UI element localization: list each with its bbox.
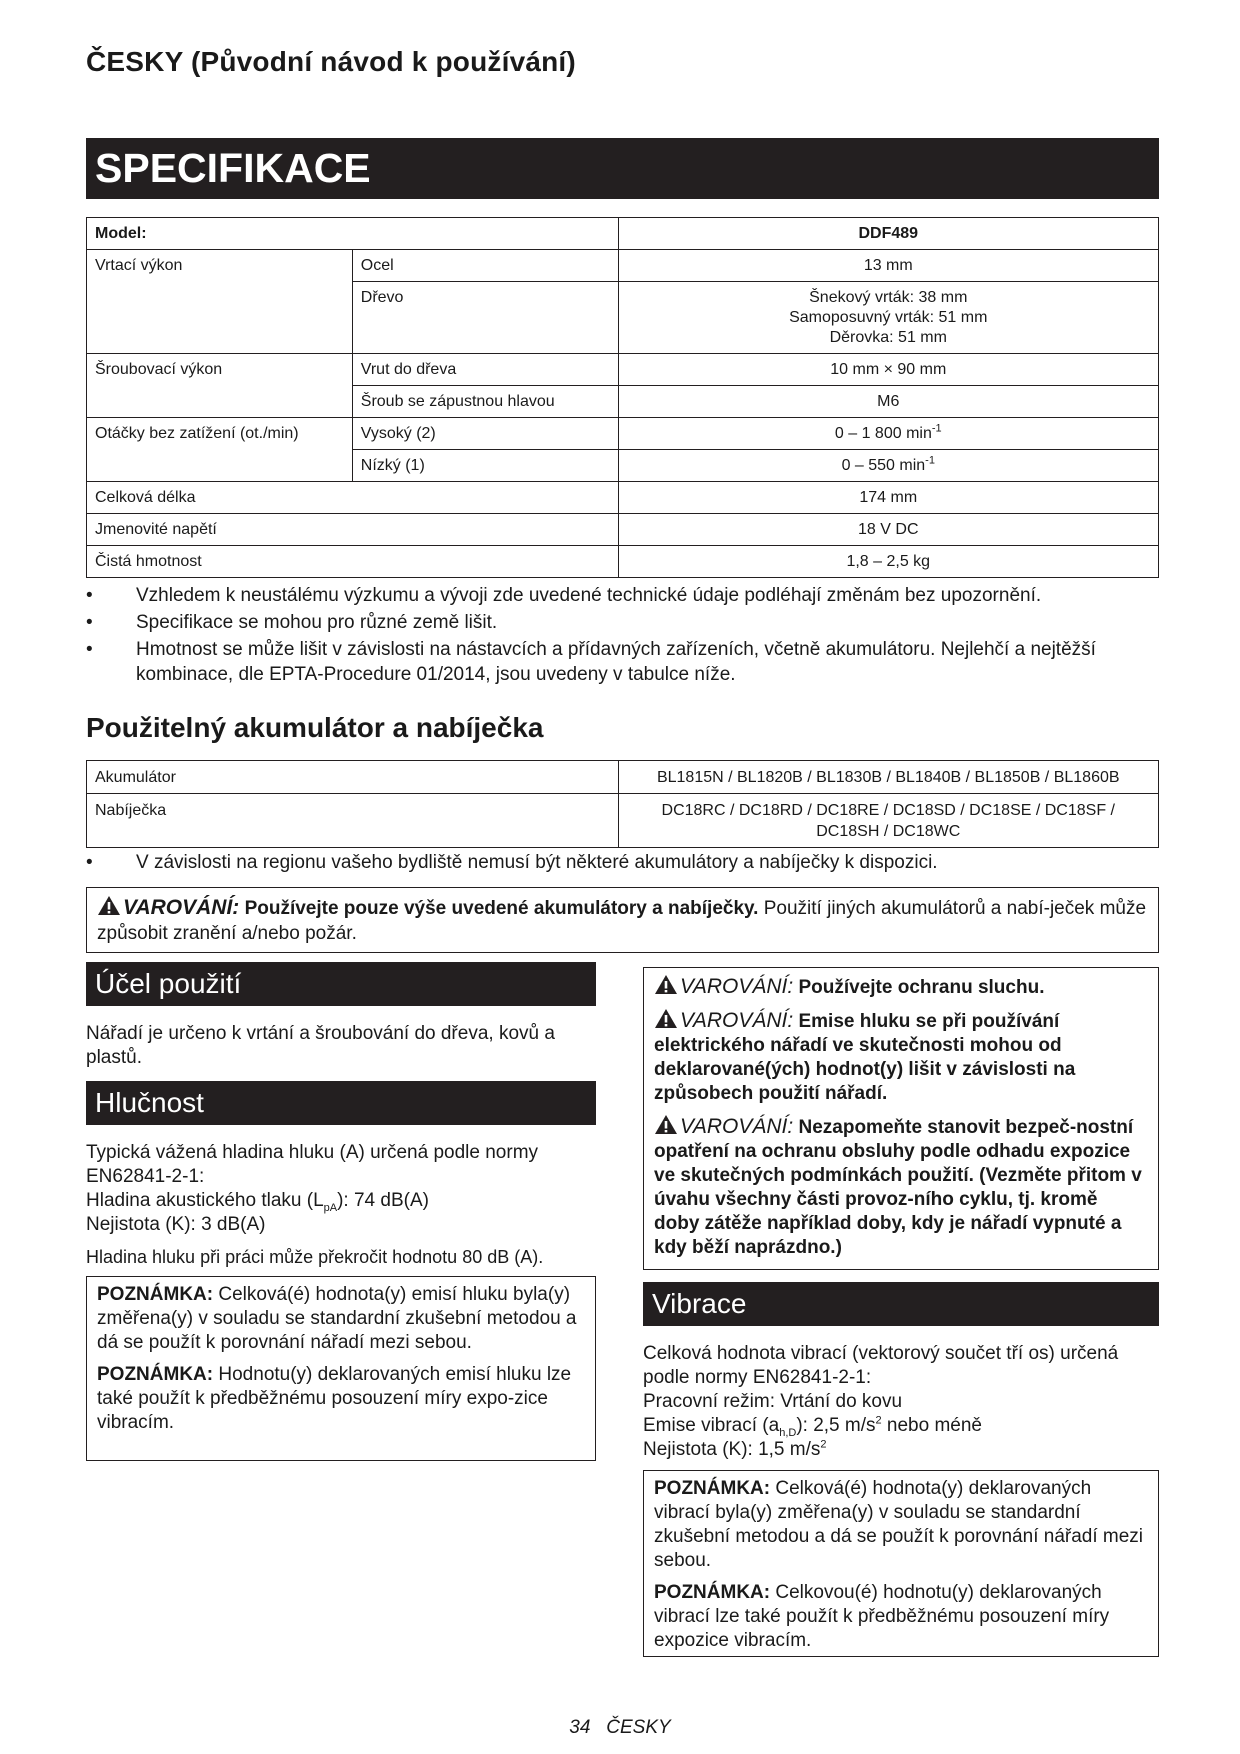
note-label: POZNÁMKA: [97,1364,214,1385]
machine-screw-label: Šroub se zápustnou hlavou [352,386,618,418]
wood-screw-label: Vrut do dřeva [352,354,618,386]
table-row [87,354,1159,386]
noise-heading: Hlučnost [86,1081,596,1125]
intended-use-text: Nářadí je určeno k vrtání a šroubování do dřeva, kovů a plastů. [86,1023,555,1068]
note-text: Celkovou(é) hodnotu(y) deklarovaných vibrací lze také použít k předběžnému posouzení míry expozice vibracím. [654,1582,1110,1651]
battery-label: Akumulátor [87,761,619,794]
warning-triangle-icon [654,1008,678,1029]
vibration-emission-line [643,1414,1159,1438]
noise-intro: Typická vážená hladina hluku (A) určená podle normy EN62841-2-1: [86,1142,539,1187]
vibration-emission-label: Emise vibrací (a [643,1415,780,1436]
footer-language: ČESKY [606,1717,671,1738]
table-row [87,218,1159,250]
model-value: DDF489 [618,218,1158,250]
note-text: Celková(é) hodnota(y) emisí hluku byla(y) změřena(y) v souladu se standardní zkušební metodou a dá se použít k porovnání nářadí mezi sebou. [97,1284,577,1353]
steel-label: Ocel [352,250,618,282]
noise-note-box [86,1276,596,1461]
high-speed-value [618,418,1158,450]
high-speed-number: 0 – 1 800 min [834,425,932,442]
warning-1 [654,974,1148,1000]
wood-value-hole-saw: Děrovka: 51 mm [829,329,947,346]
language-title: ČESKY (Původní návod k používání) [86,46,576,77]
note-label: POZNÁMKA: [97,1284,214,1305]
list-item: • V závislosti na regionu vašeho bydliště nemusí být některé akumulátory a nabíječky k dispozici. [86,850,1166,875]
vibration-emission-sub: h,D [779,1426,797,1439]
wood-values [618,282,1158,354]
specifications-table [86,217,1159,578]
list-item: • Vzhledem k neustálému výzkumu a vývoji zde uvedené technické údaje podléhají změnám bez upozornění. [86,583,1166,608]
wood-screw-value: 10 mm × 90 mm [618,354,1158,386]
low-speed-value [618,450,1158,482]
table-row [87,482,1159,514]
warning-label: VAROVÁNÍ: [123,896,240,919]
noise-note-1 [97,1283,585,1355]
wood-label: Dřevo [352,282,618,354]
battery-charger-table [86,760,1159,848]
net-weight-value: 1,8 – 2,5 kg [618,546,1158,578]
wood-value-self-feed: Samoposuvný vrták: 51 mm [789,309,988,326]
warning-3 [654,1114,1148,1260]
page-footer [0,1717,1240,1739]
noise-info [86,1141,606,1237]
noise-note-2 [97,1363,585,1435]
vibration-intro: Celková hodnota vibrací (vektorový součet tří os) určená podle normy EN62841-2-1: [643,1343,1119,1388]
drilling-capacity-label: Vrtací výkon [87,250,353,354]
high-speed-exponent: -1 [931,422,942,435]
steel-value: 13 mm [618,250,1158,282]
vibration-note-1 [654,1477,1148,1573]
net-weight-label: Čistá hmotnost [87,546,619,578]
noise-warnings-box [643,967,1159,1270]
warning-label: VAROVÁNÍ: [680,975,794,998]
note-text: Celková(é) hodnota(y) deklarovaných vibrací byla(y) změřena(y) v souladu se standardní zkušební metodou a dá se použít k porovnání nářadí mezi sebou. [654,1478,1144,1571]
low-speed-number: 0 – 550 min [841,457,926,474]
battery-charger-heading: Použitelný akumulátor a nabíječka [86,712,544,743]
vibration-note-2 [654,1581,1148,1653]
work-mode: Pracovní režim: Vrtání do kovu [643,1391,903,1412]
rated-voltage-label: Jmenovité napětí [87,514,619,546]
vibration-uncertainty-sup: 2 [820,1438,827,1451]
warning-triangle-icon [654,1114,678,1135]
intended-use-heading: Účel použití [86,962,596,1006]
charger-value-line2: DC18SH / DC18WC [816,823,961,840]
noise-uncertainty: Nejistota (K): 3 dB(A) [86,1214,266,1235]
model-label: Model: [87,218,619,250]
vibration-emission-sup: 2 [875,1414,882,1427]
noise-exceed-text: Hladina hluku při práci může překročit hodnotu 80 dB (A). [86,1247,544,1267]
fastening-capacity-label: Šroubovací výkon [87,354,353,418]
vibration-info [643,1342,1159,1462]
rated-voltage-value: 18 V DC [618,514,1158,546]
table-row [87,418,1159,450]
table-row [87,761,1159,794]
vibration-emission-suffix: nebo méně [881,1415,982,1436]
warning-text: Nezapomeňte stanovit bezpeč-nostní opatření na ochranu obsluhy podle odhadu expozice ve skutečných podmínkách použití. (Vezměte přitom v úvahu všechny části provoz-ního cyklu, tj. kromě doby zátěže například doby, kdy je nářadí vypnuté a kdy běží naprázdno.) [654,1117,1142,1258]
charger-label: Nabíječka [87,794,619,848]
warning-label: VAROVÁNÍ: [680,1115,794,1138]
warning-text: Používejte ochranu sluchu. [798,977,1045,998]
machine-screw-value: M6 [618,386,1158,418]
wood-value-auger: Šnekový vrták: 38 mm [809,289,968,306]
battery-value: BL1815N / BL1820B / BL1830B / BL1840B / BL1850B / BL1860B [618,761,1159,794]
warning-text: Použití jiných akumulátorů a nabí-ječek může způsobit zranění a/nebo požár. [97,898,1147,944]
warning-text: Emise hluku se při používání elektrického nářadí ve skutečnosti mohou od deklarované(ých) hodnot(y) lišit v závislosti na způsobech použití nářadí. [654,1011,1076,1104]
vibration-note-box [643,1470,1159,1657]
list-item: • Hmotnost se může lišit v závislosti na nástavcích a přídavných zařízeních, včetně akumulátoru. Nejlehčí a nejtěžší kombinace, dle EPTA-Procedure 01/2014, jsou uvedeny v tabulce níže. [86,637,1166,687]
list-item: • Specifikace se mohou pro různé země lišit. [86,610,1166,635]
warning-triangle-icon [97,895,121,916]
no-load-speed-label: Otáčky bez zatížení (ot./min) [87,418,353,482]
warning-label: VAROVÁNÍ: [680,1009,794,1032]
table-row [87,794,1159,848]
low-speed-exponent: -1 [925,454,935,467]
note-text: Hodnotu(y) deklarovaných emisí hluku lze také použít k předběžnému posouzení míry expo-zice vibracím. [97,1364,572,1433]
vibration-uncertainty: Nejistota (K): 1,5 m/s [643,1439,821,1460]
high-speed-label: Vysoký (2) [352,418,618,450]
note-label: POZNÁMKA: [654,1582,771,1603]
warning-triangle-icon [654,974,678,995]
table-row [87,546,1159,578]
sound-pressure-label: Hladina akustického tlaku (L [86,1190,324,1211]
vibration-uncertainty-line [643,1438,1159,1462]
warning-bold-text: Používejte pouze výše uvedené akumulátory a nabíječky. [244,898,759,919]
note-label: POZNÁMKA: [654,1478,771,1499]
low-speed-label: Nízký (1) [352,450,618,482]
specifications-heading: SPECIFIKACE [86,138,1159,199]
spec-notes-list [86,583,1166,689]
overall-length-label: Celková délka [87,482,619,514]
vibration-emission-value: ): 2,5 m/s [796,1415,876,1436]
warning-2 [654,1008,1148,1106]
charger-value-line1: DC18RC / DC18RD / DC18RE / DC18SD / DC18SE / DC18SF / [661,802,1115,819]
table-row [87,514,1159,546]
overall-length-value: 174 mm [618,482,1158,514]
sound-pressure-sub: pA [323,1201,338,1214]
sound-pressure-line [86,1189,606,1213]
page-number: 34 [569,1717,591,1738]
sound-pressure-value: ): 74 dB(A) [337,1190,429,1211]
table-row [87,250,1159,282]
charger-value [618,794,1159,848]
vibration-heading: Vibrace [643,1282,1159,1326]
battery-warning-box [86,887,1159,953]
battery-notes-list [86,850,1166,877]
